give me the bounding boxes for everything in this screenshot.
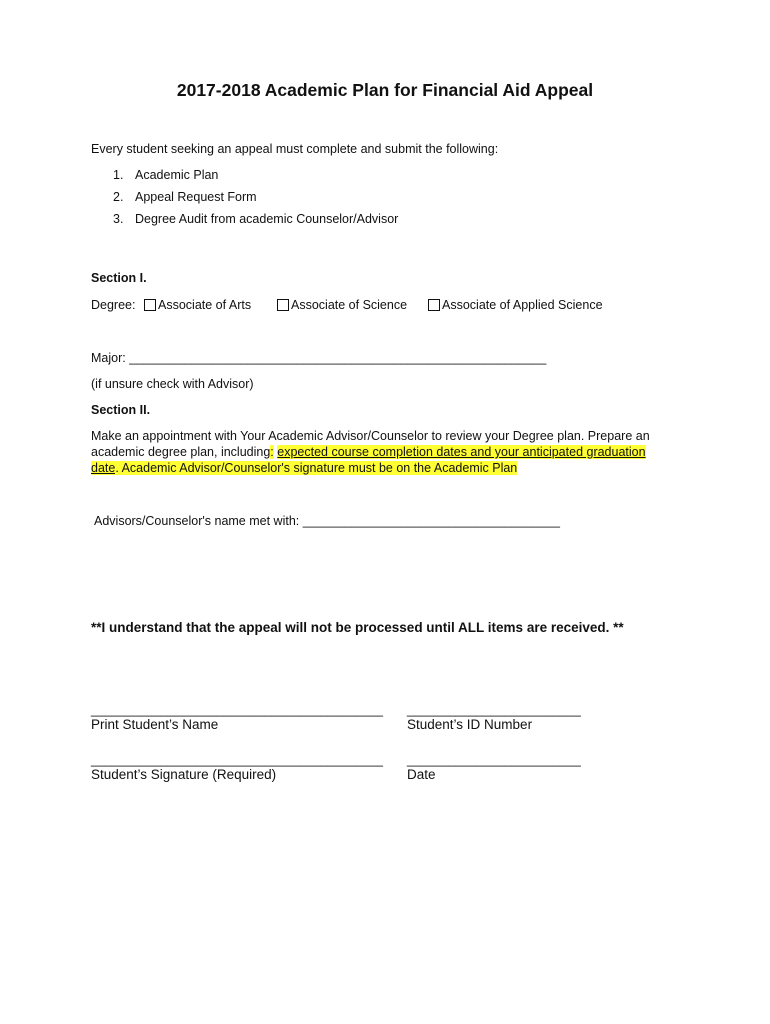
major-row — [91, 351, 546, 365]
section-2-heading: Section II. — [91, 403, 151, 417]
student-id-line[interactable]: _________________________ — [407, 703, 581, 717]
date-label: Date — [407, 767, 436, 782]
checkbox-associate-of-applied-science[interactable] — [428, 299, 440, 311]
date-line[interactable]: _________________________ — [407, 753, 581, 767]
requirement-text: Academic Plan — [135, 168, 219, 182]
requirement-item-1 — [113, 168, 218, 182]
section-1-heading: Section I. — [91, 271, 147, 285]
requirement-number: 3. — [113, 212, 124, 226]
section-2-paragraph — [91, 428, 661, 476]
highlighted-underlined-text: expected course completion dates and your anticipated graduation date — [91, 445, 646, 475]
checkbox-associate-of-arts[interactable] — [144, 299, 156, 311]
requirement-item-2 — [113, 190, 257, 204]
advisor-row — [94, 514, 560, 528]
checkbox-associate-of-science[interactable] — [277, 299, 289, 311]
student-id-label: Student’s ID Number — [407, 717, 533, 732]
major-label: Major: — [91, 351, 126, 365]
intro-text: Every student seeking an appeal must complete and submit the following: — [91, 142, 499, 156]
degree-option-arts[interactable] — [144, 298, 251, 312]
requirement-number: 2. — [113, 190, 124, 204]
requirement-item-3 — [113, 212, 398, 226]
degree-option-applied-science[interactable] — [428, 298, 603, 312]
paragraph-text: Make an appointment with Your Academic Advisor/Counselor to review your Degree plan. Prepare an academic degree plan, including — [91, 429, 650, 459]
requirement-text: Degree Audit from academic Counselor/Advisor — [135, 212, 399, 226]
degree-option-label: Associate of Science — [291, 298, 408, 312]
highlighted-colon: : — [270, 445, 274, 459]
signature-line[interactable]: __________________________________________ — [91, 753, 383, 767]
major-input-line[interactable]: ____________________________________________________________ — [129, 351, 547, 365]
advisor-input-line[interactable]: _____________________________________ — [302, 514, 560, 528]
degree-option-label: Associate of Arts — [158, 298, 252, 312]
page-title: 2017-2018 Academic Plan for Financial Aid Appeal — [176, 80, 594, 100]
degree-label: Degree: — [91, 298, 136, 312]
major-note: (if unsure check with Advisor) — [91, 377, 254, 391]
requirement-number: 1. — [113, 168, 124, 182]
signature-label: Student’s Signature (Required) — [91, 767, 277, 782]
degree-option-label: Associate of Applied Science — [442, 298, 603, 312]
requirement-text: Appeal Request Form — [135, 190, 257, 204]
print-name-line[interactable]: __________________________________________ — [91, 703, 383, 717]
highlighted-text: . Academic Advisor/Counselor's signature must be on the Academic Plan — [115, 461, 518, 475]
notice-text: **I understand that the appeal will not be processed until ALL items are received. ** — [91, 620, 624, 635]
advisor-label: Advisors/Counselor's name met with: — [94, 514, 300, 528]
degree-option-science[interactable] — [277, 298, 407, 312]
print-name-label: Print Student’s Name — [91, 717, 219, 732]
